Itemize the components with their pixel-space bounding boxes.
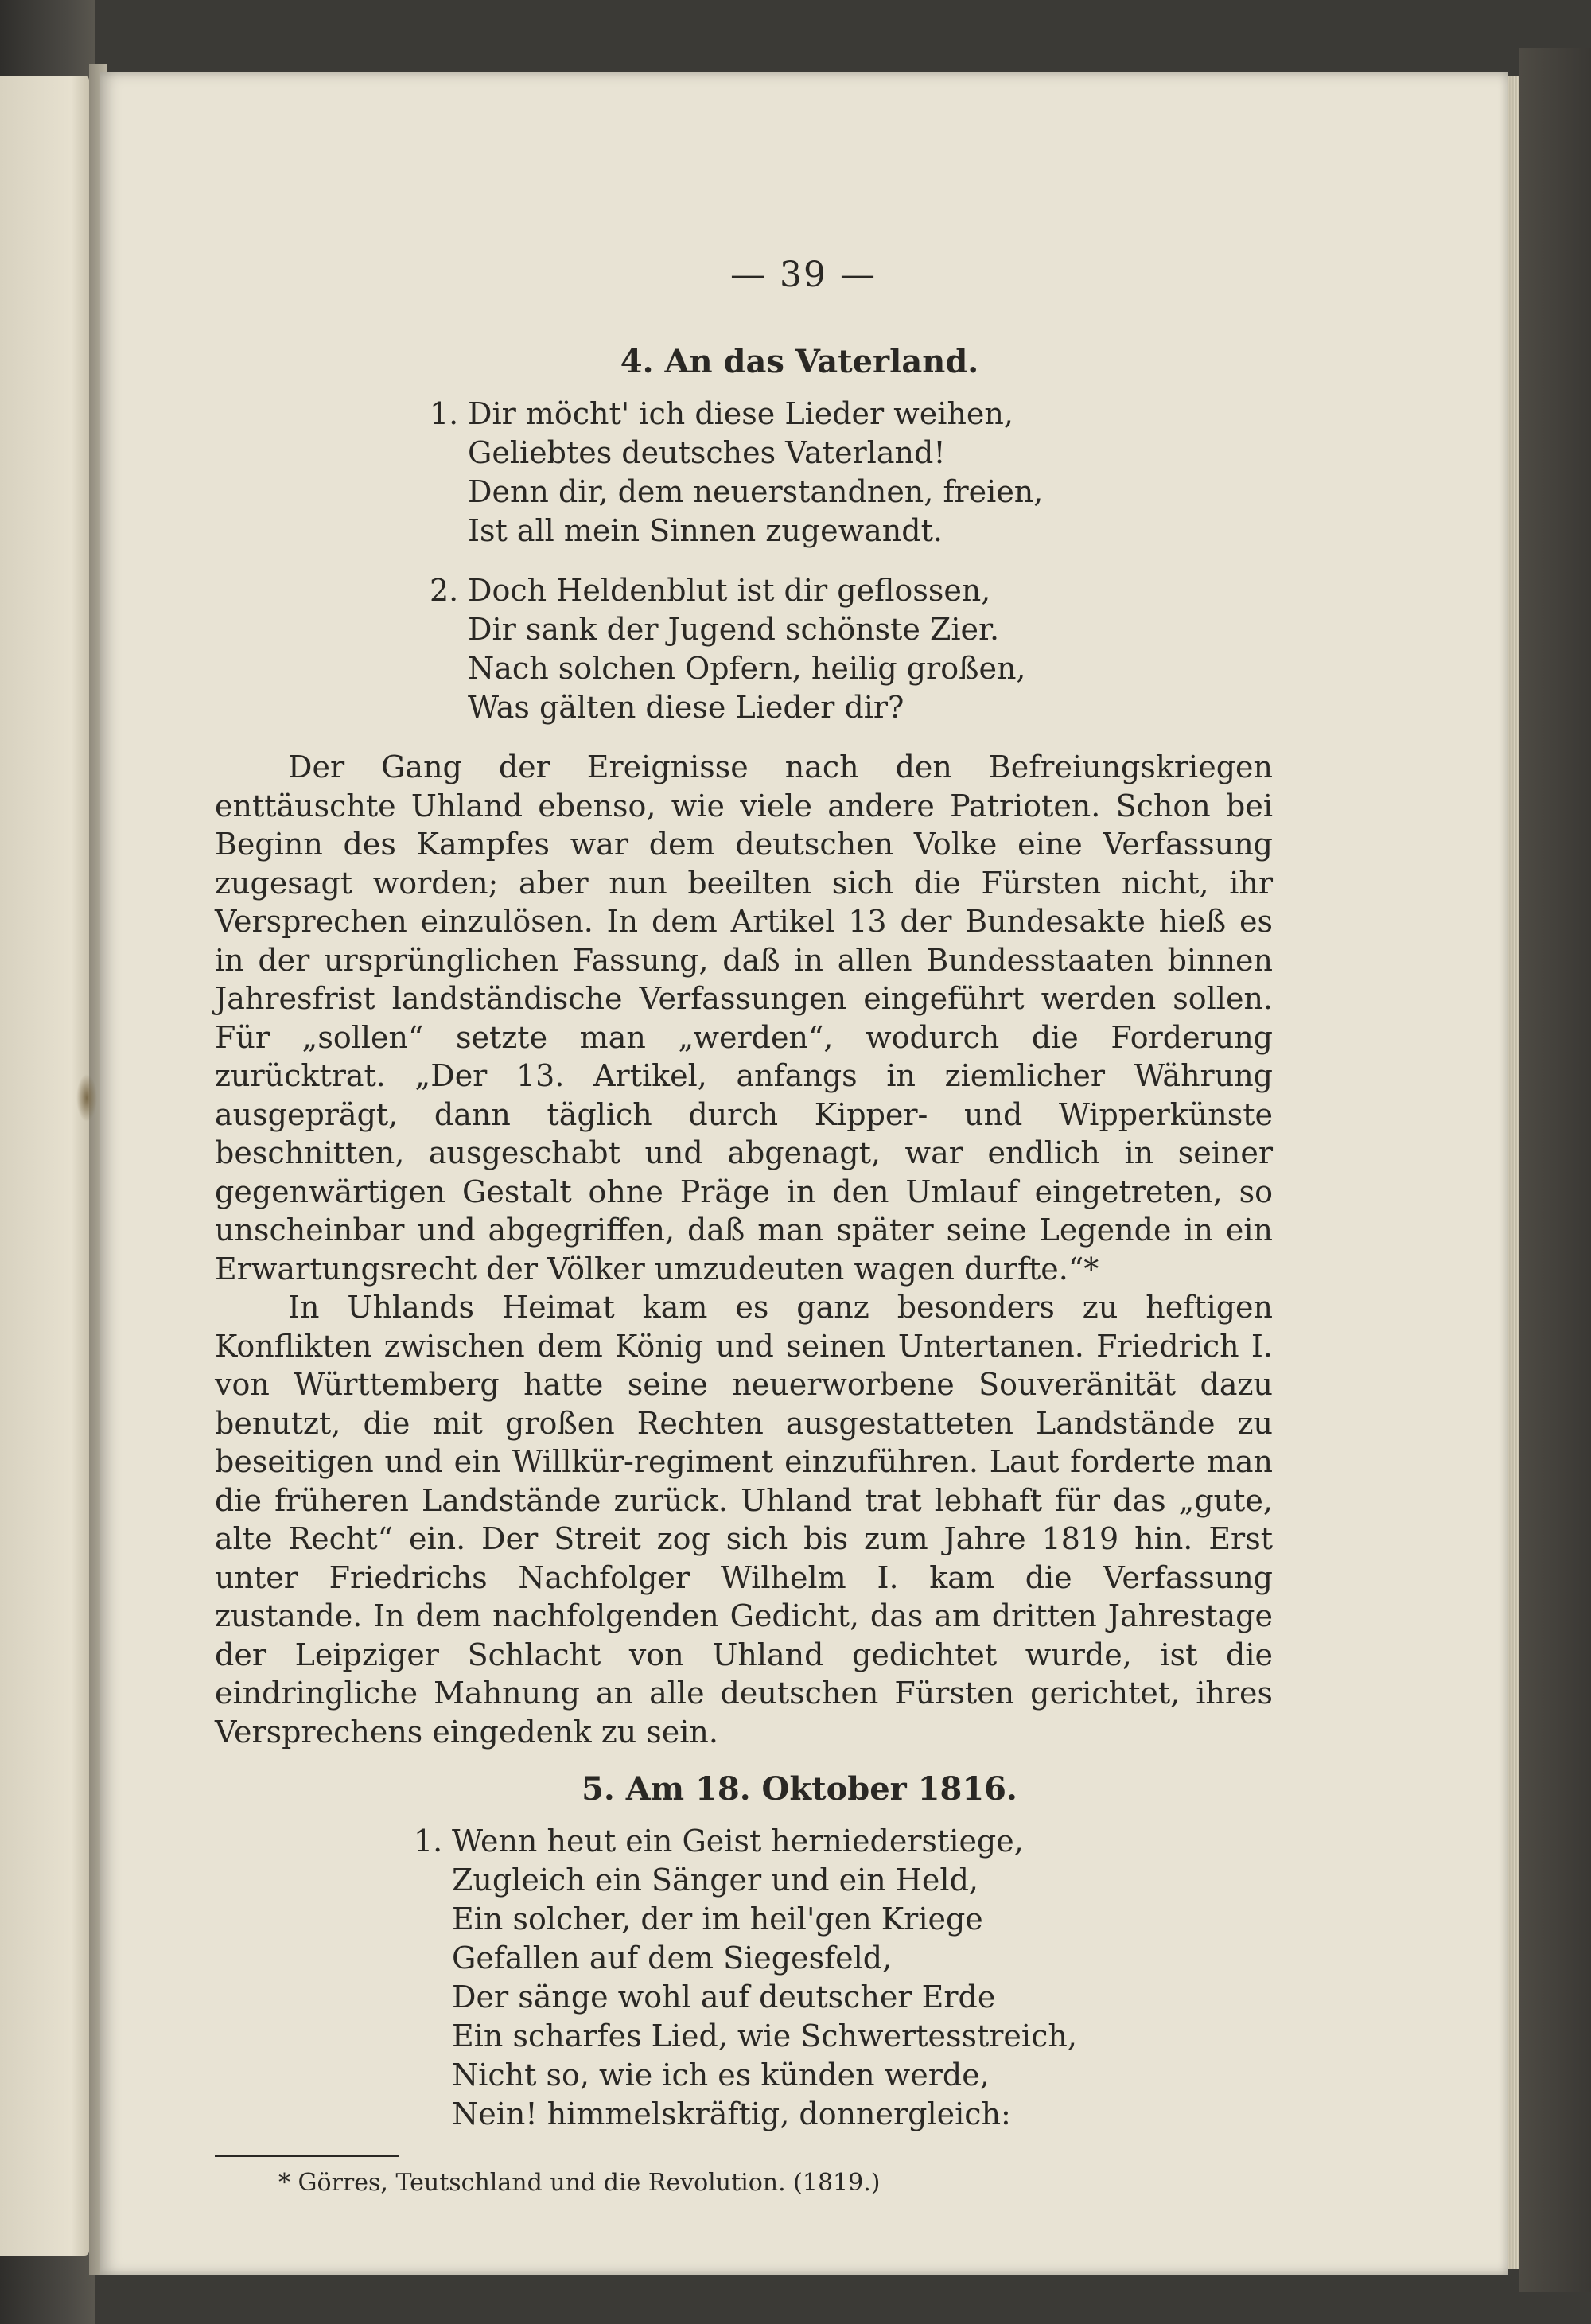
left-page-edge bbox=[0, 76, 89, 2256]
poem-title-am-18-oktober-1816: 5. Am 18. Oktober 1816. bbox=[582, 1770, 1017, 1808]
verse-line: Zugleich ein Sänger und ein Held, bbox=[452, 1863, 978, 1898]
page-edges bbox=[1508, 76, 1519, 2269]
poem-title-an-das-vaterland: 4. An das Vaterland. bbox=[620, 343, 979, 380]
verse-line: 2. Doch Heldenblut ist dir geflossen, bbox=[430, 571, 1273, 610]
page-number: — 39 — bbox=[730, 255, 877, 295]
poem1-stanza-2 bbox=[215, 571, 1273, 727]
poem2-stanza-1 bbox=[215, 1822, 1273, 2134]
prose-paragraph-1: Der Gang der Ereignisse nach den Befreiungskriegen enttäuschte Uhland ebenso, wie viele andere Patrioten. Schon bei Beginn des Kampfes war dem deutschen Volke eine Verfassung zugesagt worden; aber nun beeilten sich die Fürsten nicht, ihr Versprechen einzulösen. In dem Artikel 13 der Bundesakte hieß es in der ursprünglichen Fassung, daß in allen Bundesstaaten binnen Jahresfrist landständische Verfassungen eingeführt werden sollen. Für „sollen“ setzte man „werden“, wodurch die Forderung zurücktrat. „Der 13. Artikel, anfangs in ziemlicher Währung ausgeprägt, dann täglich durch Kipper- und Wipperkünste beschnitten, ausgeschabt und abgenagt, war endlich in seiner gegenwärtigen Gestalt ohne Präge in den Umlauf eingetreten, so unscheinbar und abgegriffen, daß man später seine Legende in ein Erwartungsrecht der Völker umzudeuten wagen durfte.“* bbox=[215, 749, 1273, 1287]
footnote: * Görres, Teutschland und die Revolution. (1819.) bbox=[278, 2169, 881, 2197]
verse-line: Nach solchen Opfern, heilig großen, bbox=[468, 651, 1026, 686]
verse-line: Was gälten diese Lieder dir? bbox=[468, 690, 904, 725]
verse-line: Geliebtes deutsches Vaterland! bbox=[468, 435, 946, 470]
verse-line: Nicht so, wie ich es künden werde, bbox=[452, 2057, 990, 2092]
verse-line: Nein! himmelskräftig, donnergleich: bbox=[452, 2096, 1011, 2131]
footnote-rule bbox=[215, 2155, 399, 2157]
verse-line: Der sänge wohl auf deutscher Erde bbox=[452, 1979, 996, 2015]
page-content bbox=[215, 255, 1273, 2198]
stanza-number: 2. bbox=[430, 573, 459, 608]
poem1-stanza-1 bbox=[215, 395, 1273, 551]
stanza-number: 1. bbox=[430, 396, 459, 431]
verse-line: Ist all mein Sinnen zugewandt. bbox=[468, 513, 943, 548]
verse-line: Denn dir, dem neuerstandnen, freien, bbox=[468, 474, 1044, 509]
binding-stain bbox=[76, 1074, 97, 1122]
verse-line: 1. Dir möcht' ich diese Lieder weihen, bbox=[430, 395, 1273, 434]
stanza-number: 1. bbox=[414, 1824, 443, 1859]
verse-line: Ein scharfes Lied, wie Schwertesstreich, bbox=[452, 2018, 1077, 2053]
verse-line: Gefallen auf dem Siegesfeld, bbox=[452, 1941, 893, 1976]
book-cover-right bbox=[1519, 48, 1591, 2292]
verse-line: Ein solcher, der im heil'gen Kriege bbox=[452, 1902, 983, 1937]
verse-line: 1. Wenn heut ein Geist herniederstiege, bbox=[414, 1822, 1273, 1861]
verse-line: Dir sank der Jugend schönste Zier. bbox=[468, 612, 1000, 647]
prose-paragraph-2: In Uhlands Heimat kam es ganz besonders zu heftigen Konflikten zwischen dem König und seinen Untertanen. Friedrich I. von Württemberg hatte seine neuerworbene Souveränität dazu benutzt, die mit großen Rechten ausgestatteten Landstände zu beseitigen und ein Willkür-regiment einzuführen. Laut forderte man die früheren Landstände zurück. Uhland trat lebhaft für das „gute, alte Recht“ ein. Der Streit zog sich bis zum Jahre 1819 hin. Erst unter Friedrichs Nachfolger Wilhelm I. kam die Verfassung zustande. In dem nachfolgenden Gedicht, das am dritten Jahrestage der Leipziger Schlacht von Uhland gedichtet wurde, ist die eindringliche Mahnung an alle deutschen Fürsten gerichtet, ihres Versprechens eingedenk zu sein. bbox=[215, 1290, 1273, 1750]
